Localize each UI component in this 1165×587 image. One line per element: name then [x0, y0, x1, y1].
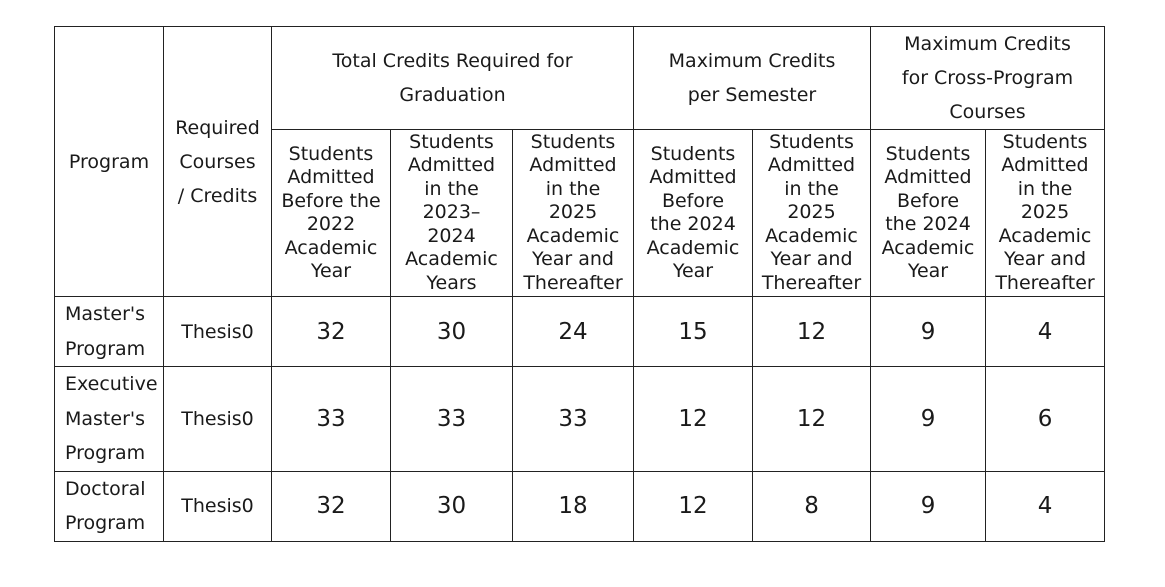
subheader-line: Admitted	[1001, 154, 1089, 177]
table-row	[55, 471, 1105, 541]
required-cell: Thesis0	[164, 471, 272, 541]
value-cell: 30	[391, 297, 513, 367]
program-line: Program	[65, 512, 146, 534]
table-row	[55, 367, 1105, 472]
header-group-line: Graduation	[399, 84, 506, 106]
value-cell: 33	[513, 367, 634, 472]
header-required-line: / Credits	[177, 184, 258, 207]
subheader-line: Before	[661, 189, 725, 212]
subheader-line: Year and	[1004, 248, 1087, 271]
value-cell: 32	[272, 297, 391, 367]
value-cell: 8	[753, 471, 871, 541]
subheader-line: Academic	[765, 224, 858, 247]
subheader-line: Admitted	[884, 166, 972, 188]
subheader-line: Students	[530, 130, 616, 153]
subheader-line: in the	[424, 177, 479, 200]
subheader-line: Academic	[998, 224, 1092, 247]
subheader-line: 2022	[306, 213, 356, 235]
program-cell	[55, 471, 164, 541]
subheader-line: 2024	[427, 224, 476, 247]
program-line: Doctoral	[65, 477, 146, 500]
subheader-line: in the	[1017, 177, 1073, 200]
subheader-line: Thereafter	[761, 271, 862, 294]
subheader-cross-before-2024	[871, 130, 986, 297]
table-row	[55, 297, 1105, 367]
header-group-line: per Semester	[687, 84, 817, 106]
subheader-line: the 2024	[650, 213, 736, 235]
subheader-line: Thereafter	[523, 271, 623, 294]
program-line: Executive	[65, 373, 158, 395]
header-group-line: Maximum Credits	[668, 50, 836, 72]
header-row-group	[55, 27, 1105, 130]
subheader-line: Academic	[284, 236, 378, 259]
subheader-line: Students	[1002, 130, 1088, 153]
required-cell: Thesis0	[164, 367, 272, 472]
subheader-line: the 2024	[885, 213, 971, 235]
value-cell: 32	[272, 471, 391, 541]
credits-table	[54, 26, 1105, 542]
value-cell: 4	[986, 297, 1105, 367]
value-cell: 9	[871, 367, 986, 472]
subheader-line: Admitted	[649, 166, 737, 188]
program-line: Program	[65, 442, 146, 464]
subheader-line: Academic	[526, 224, 620, 247]
subheader-line: Year	[672, 260, 714, 282]
value-cell: 15	[634, 297, 753, 367]
subheader-line: 2023–	[422, 201, 481, 224]
value-cell: 9	[871, 471, 986, 541]
subheader-line: 2025	[1020, 201, 1070, 224]
subheader-semester-2025-onward	[753, 130, 871, 297]
header-program-label: Program	[68, 150, 150, 173]
subheader-line: Before	[896, 189, 960, 212]
value-cell: 12	[634, 367, 753, 472]
program-cell	[55, 297, 164, 367]
value-cell: 12	[753, 297, 871, 367]
subheader-line: Year and	[531, 248, 614, 271]
subheader-line: Students	[769, 130, 854, 153]
value-cell: 24	[513, 297, 634, 367]
subheader-total-before-2022	[272, 130, 391, 297]
subheader-line: Year	[907, 260, 949, 282]
subheader-semester-before-2024	[634, 130, 753, 297]
subheader-line: in the	[545, 177, 601, 200]
subheader-line: Years	[426, 271, 477, 294]
required-cell: Thesis0	[164, 297, 272, 367]
subheader-line: Students	[288, 142, 374, 165]
subheader-line: Before the	[281, 189, 381, 212]
program-line: Master's	[65, 303, 146, 325]
subheader-line: Thereafter	[995, 271, 1095, 294]
subheader-line: 2025	[548, 201, 598, 224]
program-line: Program	[65, 337, 146, 360]
value-cell: 6	[986, 367, 1105, 472]
value-cell: 30	[391, 471, 513, 541]
subheader-line: Admitted	[529, 154, 617, 177]
subheader-line: Admitted	[287, 166, 375, 188]
value-cell: 33	[272, 367, 391, 472]
header-program	[55, 27, 164, 297]
subheader-line: Academic	[405, 248, 498, 271]
subheader-line: Year	[310, 260, 352, 282]
subheader-line: Students	[650, 142, 736, 165]
header-group-line: Total Credits Required for	[332, 50, 573, 72]
subheader-line: 2025	[787, 201, 836, 224]
header-required-courses	[164, 27, 272, 297]
subheader-cross-2025-onward	[986, 130, 1105, 297]
subheader-line: Academic	[646, 236, 740, 259]
subheader-line: Admitted	[407, 154, 496, 177]
subheader-line: Students	[885, 142, 971, 165]
subheader-line: Academic	[881, 236, 975, 259]
subheader-line: in the	[784, 177, 839, 200]
subheader-line: Admitted	[767, 154, 856, 177]
header-required-line: Required	[175, 116, 260, 139]
header-required-line: Courses	[179, 150, 256, 173]
header-group-max-semester	[634, 27, 871, 130]
value-cell: 18	[513, 471, 634, 541]
subheader-total-2023-2024	[391, 130, 513, 297]
subheader-line: Students	[409, 130, 494, 153]
value-cell: 12	[753, 367, 871, 472]
value-cell: 4	[986, 471, 1105, 541]
header-group-line: for Cross-Program	[901, 67, 1074, 89]
value-cell: 33	[391, 367, 513, 472]
subheader-total-2025-onward	[513, 130, 634, 297]
header-group-line: Courses	[949, 101, 1026, 123]
program-cell	[55, 367, 164, 472]
value-cell: 9	[871, 297, 986, 367]
value-cell: 12	[634, 471, 753, 541]
subheader-line: Year and	[770, 248, 853, 271]
header-group-total-credits	[272, 27, 634, 130]
header-group-cross-program	[871, 27, 1105, 130]
header-group-line: Maximum Credits	[904, 33, 1071, 55]
program-line: Master's	[65, 407, 146, 430]
